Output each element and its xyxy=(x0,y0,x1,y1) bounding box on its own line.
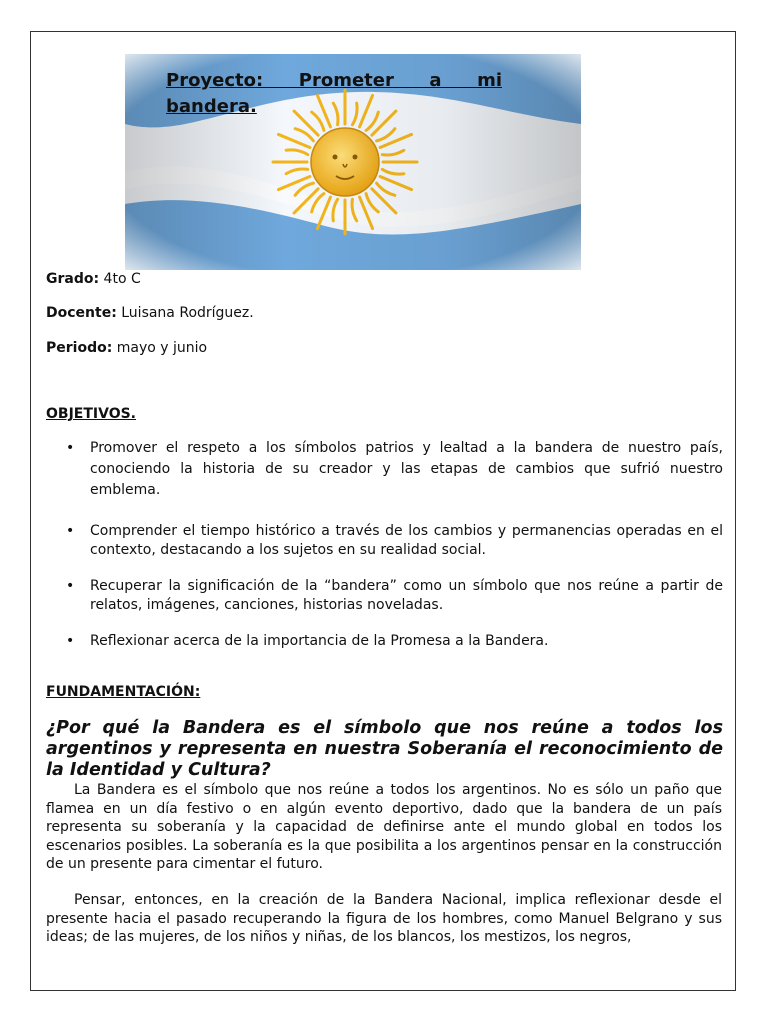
objetivos-list-4 xyxy=(46,632,723,651)
periodo-value: mayo y junio xyxy=(112,340,208,356)
fundamentacion-paragraph-2: Pensar, entonces, en la creación de la Bandera Nacional, implica reflexionar desde el presente hacia el pasado recuperando la figura de los hombres, como Manuel Belgrano y sus ideas; de las mujeres, de los niños y niñas, de los blancos, los mestizos, los negros, xyxy=(46,892,722,946)
list-item: • Reflexionar acerca de la importancia de la Promesa a la Bandera. xyxy=(66,633,549,649)
docente-line xyxy=(46,305,254,321)
bullet-icon: • xyxy=(66,440,75,456)
grado-label: Grado: xyxy=(46,271,100,287)
list-item: • Recuperar la significación de la “bandera” como un símbolo que nos reúne a partir de relatos, imágenes, canciones, historias noveladas. xyxy=(66,578,723,613)
fundamentacion-paragraph-1: La Bandera es el símbolo que nos reúne a todos los argentinos. No es sólo un paño que flamea en un día festivo o en algún evento deportivo, dado que la bandera de un país representa su soberanía y la capacidad de definirse ante el mundo global en todos los escenarios posibles. La soberanía es la que posibilita a los argentinos pensar en la construcción de un presente para cimentar el futuro. xyxy=(46,782,722,873)
docente-value: Luisana Rodríguez. xyxy=(116,305,254,321)
document-page xyxy=(30,31,736,991)
objetivos-list-3 xyxy=(46,577,723,615)
docente-label: Docente: xyxy=(46,305,117,321)
bullet-icon: • xyxy=(66,633,75,649)
objetivos-heading: OBJETIVOS. xyxy=(46,406,136,422)
periodo-line xyxy=(46,340,207,356)
bullet-icon: • xyxy=(66,523,75,539)
periodo-label: Periodo: xyxy=(46,340,113,356)
objetivos-list xyxy=(46,438,723,501)
project-title: Proyecto: Prometer a mi bandera. xyxy=(166,70,502,117)
list-item: • Comprender el tiempo histórico a través de los cambios y permanencias operadas en el contexto, destacando a los sujetos en su realidad social. xyxy=(66,523,723,558)
grado-line xyxy=(46,271,141,287)
bullet-icon: • xyxy=(66,578,75,594)
grado-value: 4to C xyxy=(99,271,141,287)
objetivos-list-2 xyxy=(46,522,723,560)
list-item: • Promover el respeto a los símbolos patrios y lealtad a la bandera de nuestro país, conociendo la historia de su creador y las etapas de cambios que sufrió nuestro emblema. xyxy=(66,440,723,498)
fundamentacion-heading: FUNDAMENTACIÓN: xyxy=(46,684,201,700)
fundamentacion-question: ¿Por qué la Bandera es el símbolo que nos reúne a todos los argentinos y representa en nuestra Soberanía el reconocimiento de la Identidad y Cultura? xyxy=(46,718,723,780)
